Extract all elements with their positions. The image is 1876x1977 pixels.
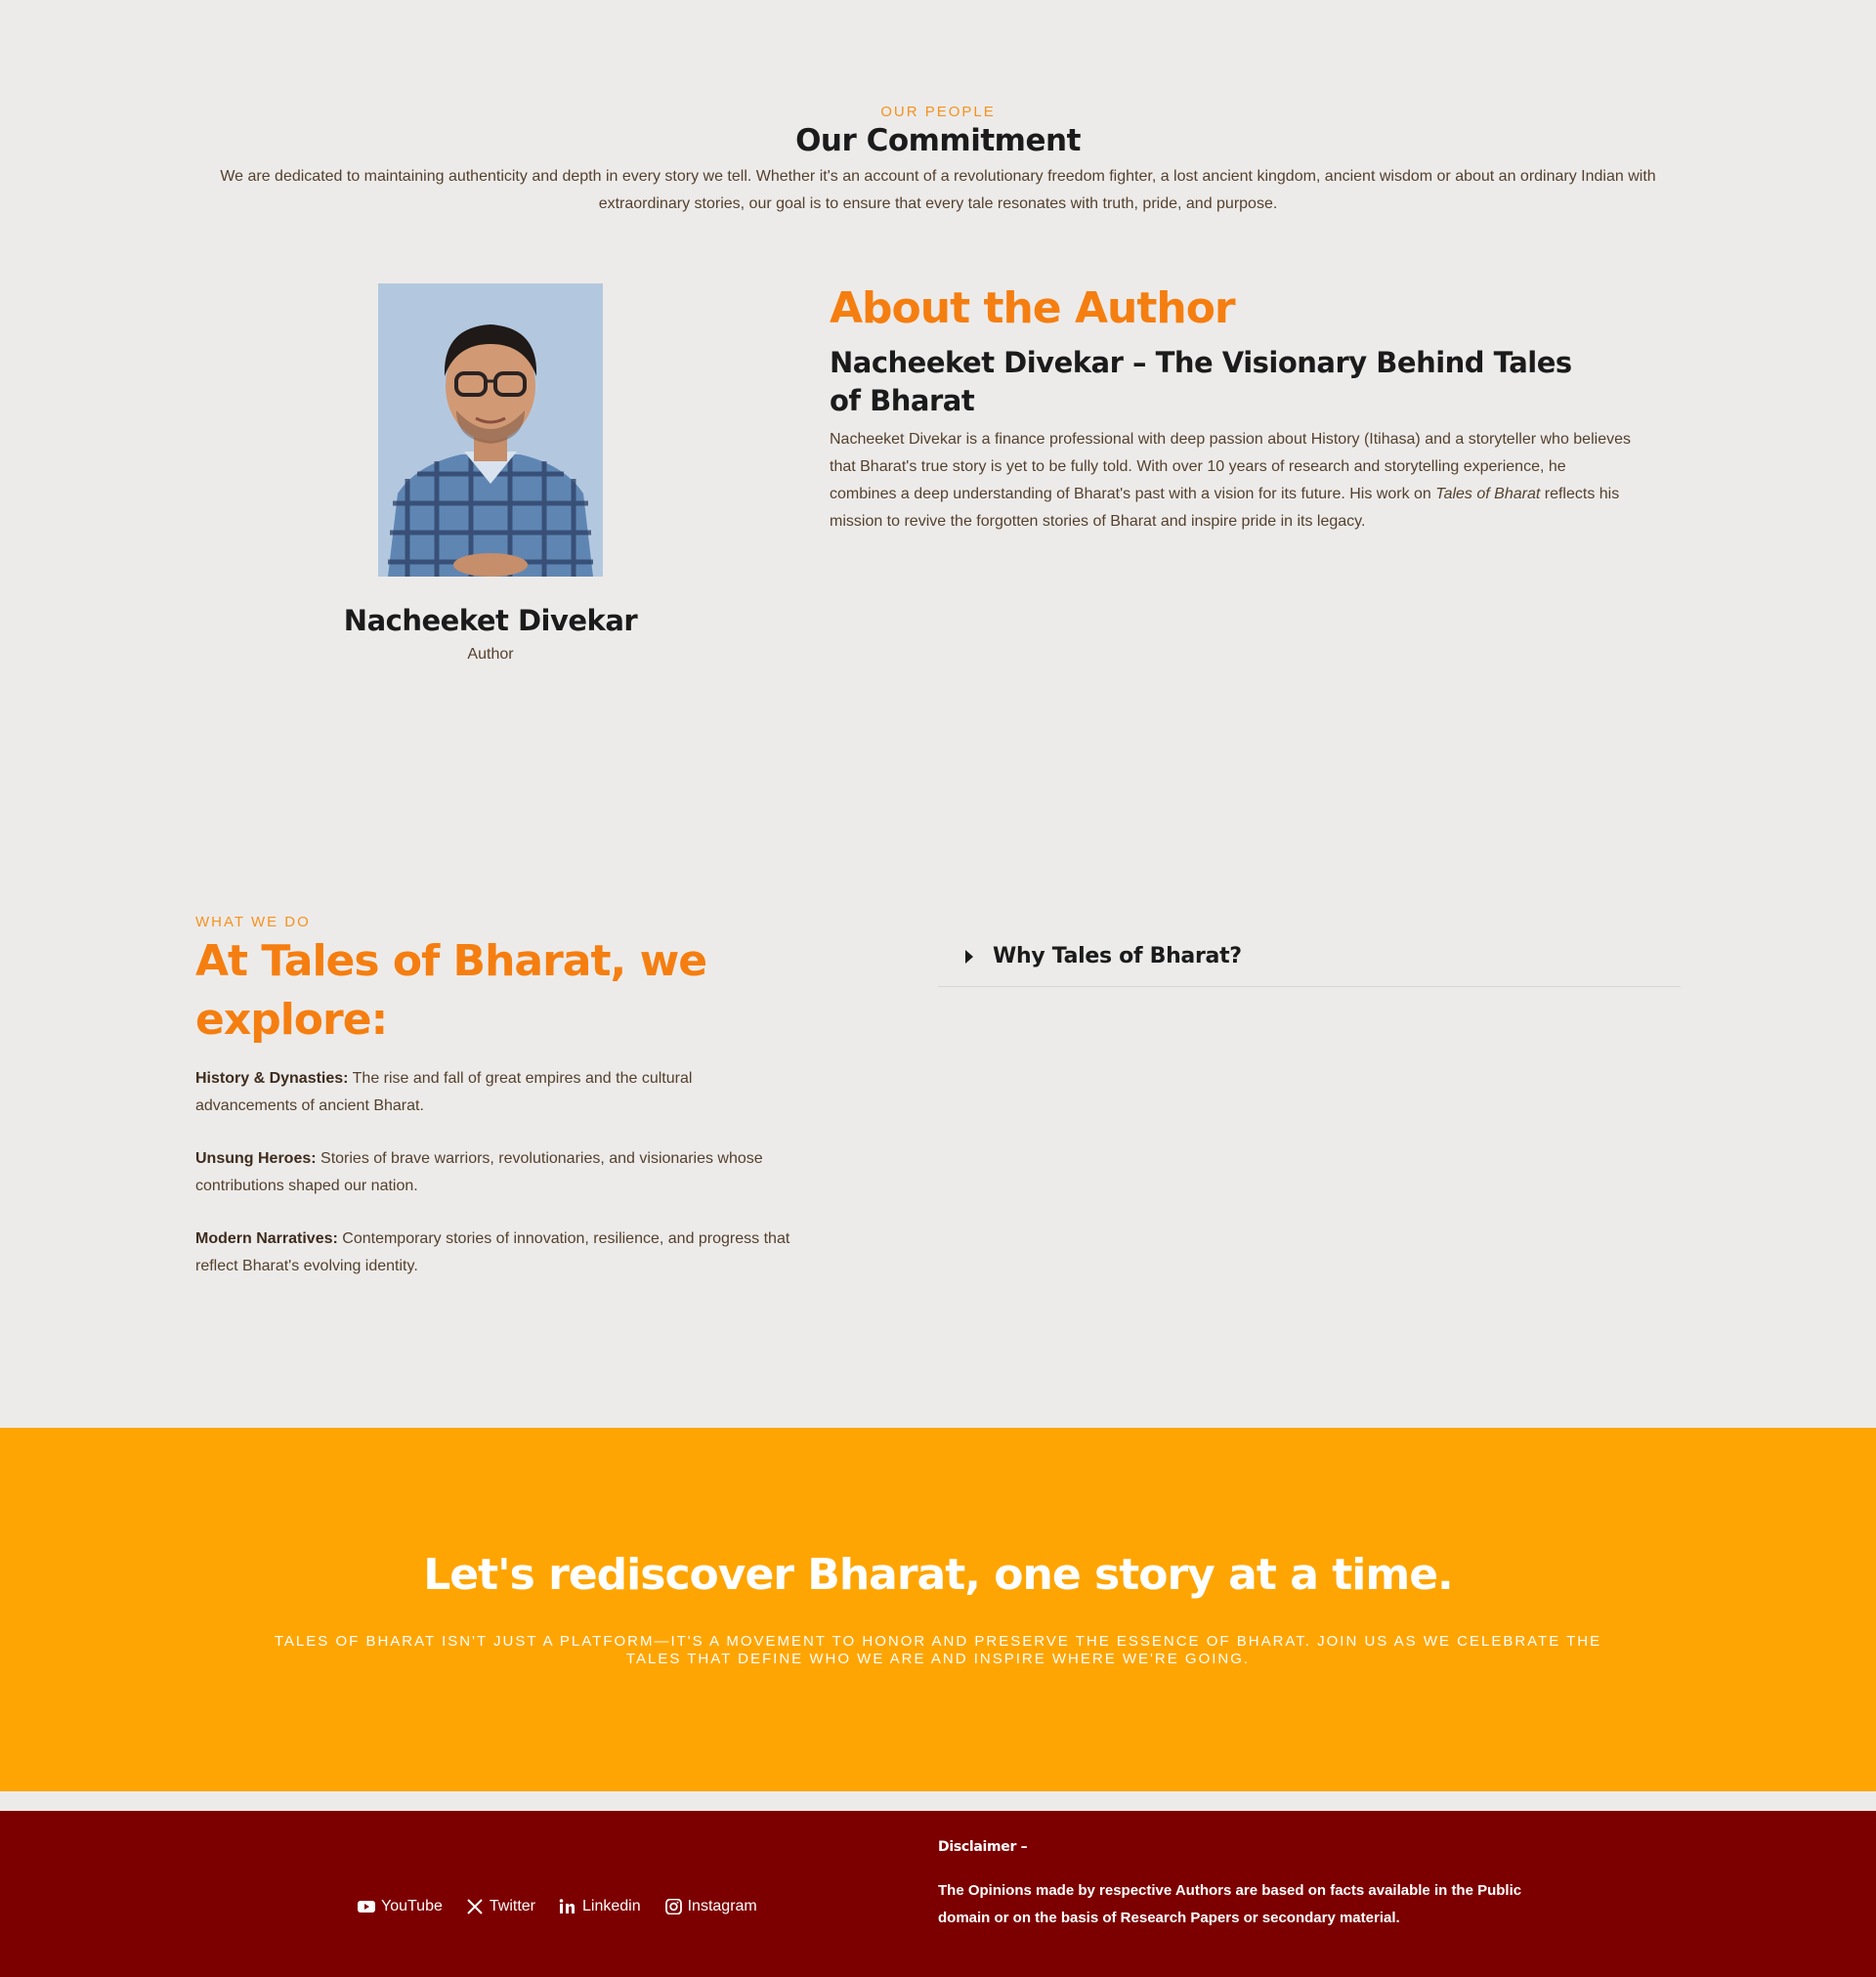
cta-title: Let's rediscover Bharat, one story at a time. xyxy=(423,1550,1453,1600)
explore-item-label: History & Dynasties: xyxy=(195,1070,349,1087)
social-links xyxy=(358,1898,757,1915)
linkedin-icon xyxy=(559,1899,576,1914)
author-role: Author xyxy=(467,646,514,663)
about-title: About the Author xyxy=(830,283,1235,333)
disclaimer-title: Disclaimer – xyxy=(938,1839,1028,1855)
author-photo xyxy=(378,283,603,577)
cta-text: TALES OF BHARAT ISN'T JUST A PLATFORM—IT'S A MOVEMENT TO HONOR AND PRESERVE THE ESSENCE OF BHARAT. JOIN US AS WE CELEBRATE THE TALES THAT DEFINE WHO WE ARE AND INSPIRE WHERE WE'RE GOING. xyxy=(274,1633,1602,1667)
social-link-instagram[interactable] xyxy=(664,1898,757,1915)
about-text-part: Nacheeket Divekar is a finance professional with deep passion about History (Itihasa) and a storyteller who believes that Bharat's true story is yet to be fully told. With over 10 years of research and storytelling experience, he combines a deep understanding of Bharat's past with a vision for its future. His work on xyxy=(830,431,1631,502)
about-text-italic: Tales of Bharat xyxy=(1435,486,1541,502)
social-link-youtube[interactable] xyxy=(358,1898,443,1915)
section-eyebrow-our-people: OUR PEOPLE xyxy=(880,104,996,120)
explore-item-heroes xyxy=(195,1145,791,1200)
disclaimer-text: The Opinions made by respective Authors are based on facts available in the Public domain or on the basis of Research Papers or secondary material. xyxy=(938,1882,1522,1926)
about-text xyxy=(830,426,1631,536)
x-twitter-icon xyxy=(466,1899,484,1914)
explore-item-label: Modern Narratives: xyxy=(195,1230,338,1247)
author-name: Nacheeket Divekar xyxy=(343,604,638,637)
explore-item-text: Stories of brave warriors, revolutionaries, and visionaries whose contributions shaped our nation. xyxy=(195,1150,763,1194)
author-portrait-illustration xyxy=(378,283,603,577)
accordion-why-tales-of-bharat[interactable] xyxy=(938,926,1681,987)
commitment-text: We are dedicated to maintaining authenticity and depth in every story we tell. Whether it's an account of a revolutionary freedom fighter, a lost ancient kingdom, ancient wisdom or about an ordinary Indian with extraordinary stories, our goal is to ensure that every tale resonates with truth, pride, and purpose. xyxy=(220,168,1656,212)
section-eyebrow-what-we-do: WHAT WE DO xyxy=(195,914,311,930)
youtube-icon xyxy=(358,1899,375,1914)
explore-item-text: The rise and fall of great empires and the cultural advancements of ancient Bharat. xyxy=(195,1070,693,1114)
social-label: Instagram xyxy=(687,1898,757,1914)
social-label: Linkedin xyxy=(582,1898,641,1914)
social-label: YouTube xyxy=(381,1898,443,1914)
explore-item-modern xyxy=(195,1225,791,1280)
explore-title: At Tales of Bharat, we explore: xyxy=(195,936,707,1045)
caret-right-icon xyxy=(965,950,973,964)
cta-band xyxy=(0,1428,1876,1791)
about-subtitle: Nacheeket Divekar – The Visionary Behind Tales of Bharat xyxy=(830,346,1572,417)
accordion-label: Why Tales of Bharat? xyxy=(993,944,1242,968)
instagram-icon xyxy=(664,1899,682,1914)
commitment-title: Our Commitment xyxy=(795,123,1081,158)
social-link-linkedin[interactable] xyxy=(559,1898,641,1915)
explore-item-label: Unsung Heroes: xyxy=(195,1150,317,1167)
explore-item-text: Contemporary stories of innovation, resilience, and progress that reflect Bharat's evolving identity. xyxy=(195,1230,790,1274)
explore-item-history xyxy=(195,1065,791,1120)
about-text-part: reflects his mission to revive the forgotten stories of Bharat and inspire pride in its legacy. xyxy=(830,486,1620,530)
social-link-twitter[interactable] xyxy=(466,1898,535,1915)
social-label: Twitter xyxy=(489,1898,535,1914)
